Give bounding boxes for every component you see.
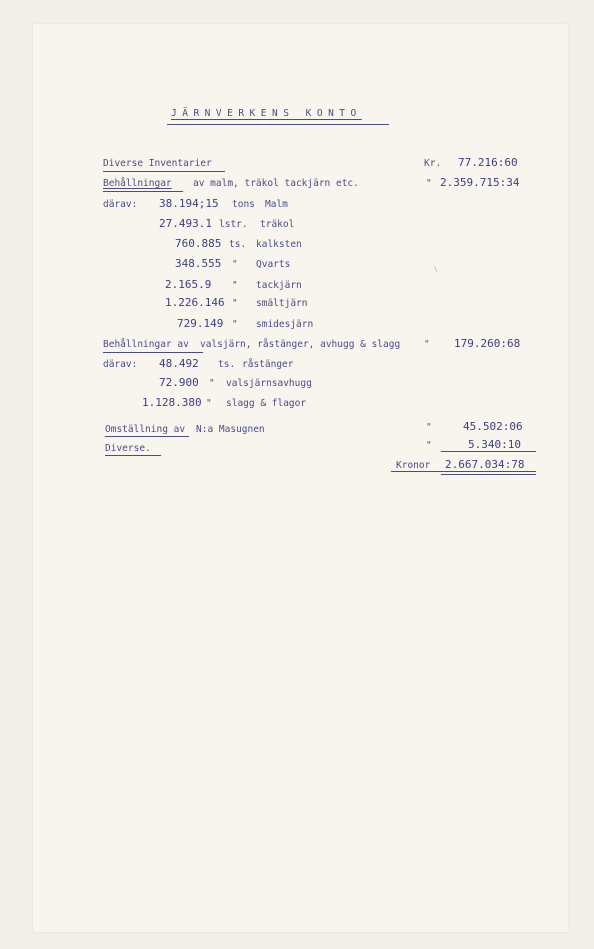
sub-unit: ": [232, 319, 238, 330]
total-label: Kronor: [396, 460, 431, 471]
ditto-mark: ": [426, 440, 432, 451]
sub-item: råstänger: [242, 359, 294, 370]
row-diverse-underline: [105, 455, 161, 456]
sub-qty: 1.128.380: [142, 396, 202, 409]
row-omstallning-desc: N:a Masugnen: [196, 424, 265, 435]
row-behallningar-valsjarn-label: Behållningar av: [103, 339, 189, 350]
sub-unit: ": [209, 378, 215, 389]
sub-prefix-darav: därav:: [103, 199, 138, 210]
sub-unit: ": [232, 298, 238, 309]
sub-item: träkol: [260, 219, 295, 230]
sub-item: tackjärn: [256, 280, 302, 291]
row-omstallning-label: Omställning av: [105, 424, 186, 435]
row-diverse-inventarier-underline: [103, 171, 225, 172]
sub-qty: 729.149: [177, 317, 224, 330]
sub-qty: 72.900: [159, 376, 199, 389]
row-diverse-inventarier-amount: 77.216:60: [458, 156, 518, 169]
row-behallningar-valsjarn-underline: [103, 352, 203, 353]
sub-unit: ts.: [229, 239, 247, 250]
stray-mark: \: [434, 266, 438, 273]
sum-rule: [441, 451, 536, 452]
sub-unit: ": [232, 259, 238, 270]
sub-prefix-darav: därav:: [103, 359, 138, 370]
sub-unit: ": [206, 398, 212, 409]
sub-item: Malm: [265, 199, 288, 210]
row-behallningar-amount: 2.359.715:34: [440, 176, 520, 189]
sub-qty: 2.165.9: [165, 278, 212, 291]
sub-unit: lstr.: [219, 219, 248, 230]
row-behallningar-underline: [103, 191, 183, 192]
row-diverse-label: Diverse.: [105, 443, 151, 454]
sub-qty: 1.226.146: [165, 296, 225, 309]
row-diverse-amount: 5.340:10: [468, 438, 521, 451]
sub-item: kalksten: [256, 239, 302, 250]
sub-item: valsjärnsavhugg: [226, 378, 312, 389]
page-title: JÄRNVERKENS KONTO: [171, 108, 362, 119]
row-omstallning-amount: 45.502:06: [463, 420, 523, 433]
sub-unit: ": [232, 280, 238, 291]
total-amount: 2.667.034:78: [445, 458, 525, 471]
row-behallningar-desc: av malm, träkol tackjärn etc.: [193, 178, 359, 189]
sub-item: Qvarts: [256, 259, 291, 270]
sub-item: slagg & flagor: [226, 398, 307, 409]
sub-unit: tons: [232, 199, 255, 210]
ditto-mark: ": [426, 178, 432, 189]
sub-qty: 760.885: [175, 237, 222, 250]
sub-qty: 348.555: [175, 257, 222, 270]
currency-kr: Kr.: [424, 158, 442, 169]
total-rule-2: [441, 474, 536, 475]
sub-qty: 48.492: [159, 357, 199, 370]
row-omstallning-underline: [105, 436, 189, 437]
sub-item: smältjärn: [256, 298, 308, 309]
sub-unit: ts.: [218, 359, 236, 370]
sub-item: smidesjärn: [256, 319, 314, 330]
row-behallningar-label: Behållningar: [103, 178, 172, 189]
row-behallningar-valsjarn-desc: valsjärn, råstänger, avhugg & slagg: [200, 339, 401, 350]
sub-qty: 38.194;15: [159, 197, 219, 210]
total-rule-1: [391, 471, 536, 472]
title-rule: [167, 124, 389, 125]
ditto-mark: ": [426, 422, 432, 433]
sub-qty: 27.493.1: [159, 217, 212, 230]
ditto-mark: ": [424, 339, 430, 350]
row-diverse-inventarier-label: Diverse Inventarier: [103, 158, 212, 169]
row-behallningar-valsjarn-amount: 179.260:68: [454, 337, 521, 350]
